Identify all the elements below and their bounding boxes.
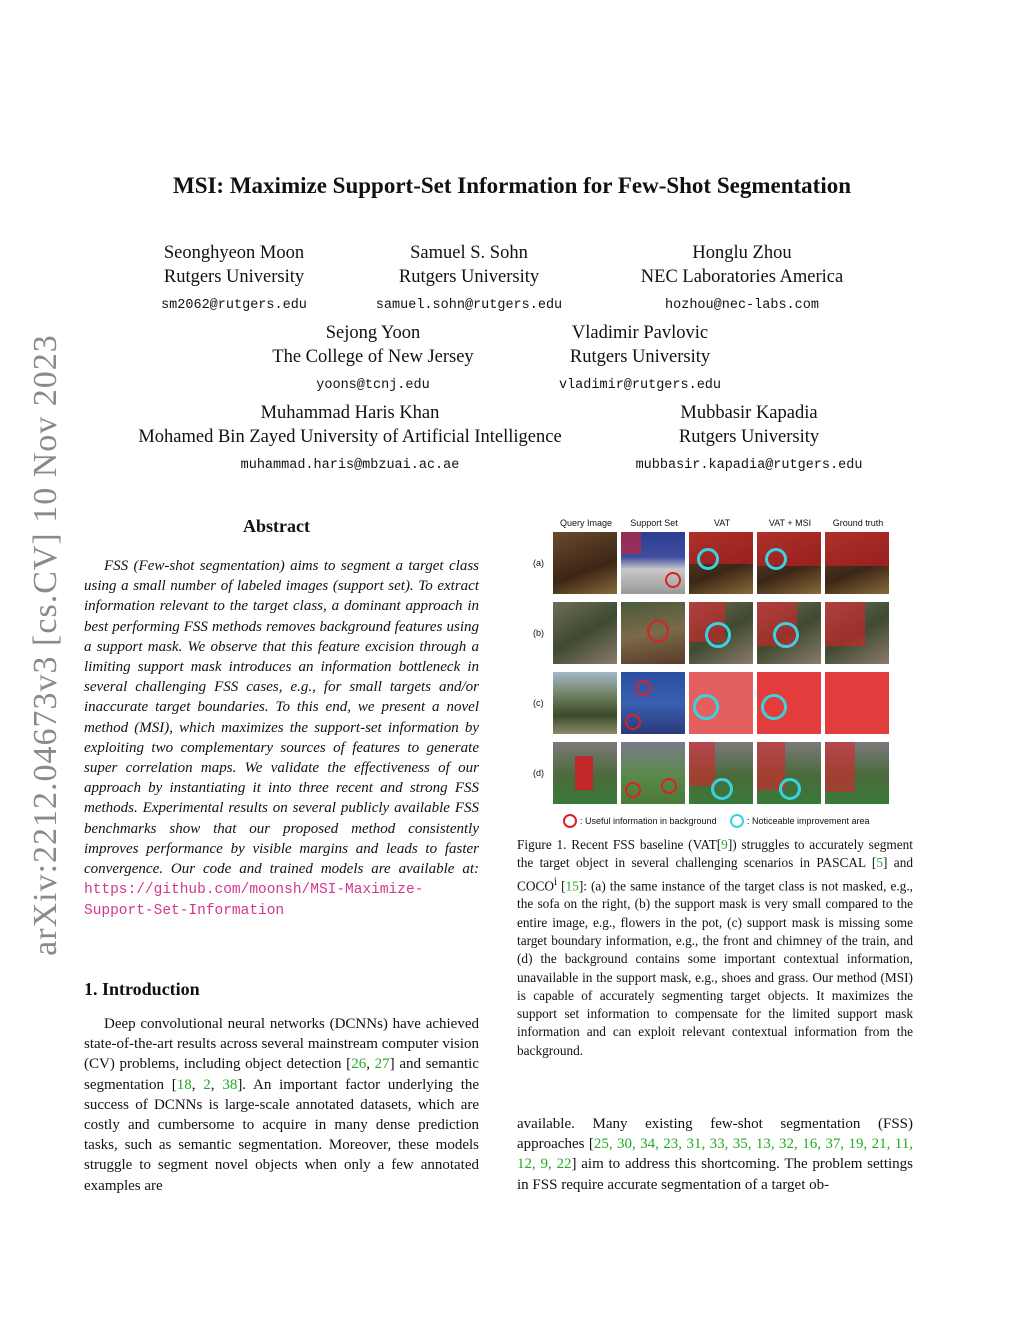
author-affiliation: Rutgers University <box>398 267 540 287</box>
column-label: Ground truth <box>832 518 884 528</box>
author-block <box>612 241 872 318</box>
legend-cyan-label: : Noticeable improvement area <box>747 816 870 826</box>
intro-text: , <box>366 1056 375 1073</box>
author-name: Seonghyeon Moon <box>163 243 305 263</box>
query-image-b <box>553 602 617 664</box>
support-image-d <box>621 742 685 804</box>
arxiv-stamp <box>18 334 73 956</box>
author-name: Samuel S. Sohn <box>410 243 528 263</box>
support-image-c <box>621 672 685 734</box>
legend-red-label: : Useful information in background <box>580 816 717 826</box>
author-name: Honglu Zhou <box>692 243 792 263</box>
intro-heading: 1. Introduction <box>84 979 200 999</box>
author-affiliation: Rutgers University <box>678 427 820 447</box>
msi-result-d <box>757 742 821 804</box>
arxiv-id: arXiv:2212.04673v3 [cs.CV] 10 Nov 2023 <box>26 334 64 956</box>
legend-red <box>563 814 717 828</box>
intro-text: ]. An important factor underlying the success of DCNNs is large-scale annotated datasets, which are costly and cumbersome to acquire in many dense prediction tasks, such as semantic segmentation. Moreover, these models struggle to segment novel objects when only a few annotated examples are <box>84 1076 480 1194</box>
author-block <box>253 321 493 398</box>
vat-result-a <box>689 532 753 594</box>
author-affiliation: Mohamed Bin Zayed University of Artificial Intelligence <box>138 427 562 447</box>
author-name: Sejong Yoon <box>325 323 421 343</box>
ground-truth-a <box>825 532 889 594</box>
citation-list[interactable]: 25, 30, 34, 23, 31, 33, 35, 13, 32, 16, 37, 19, 21, 11, 12, 9, 22 <box>517 1136 913 1173</box>
column-label: VAT <box>713 518 731 528</box>
right-column-paragraph <box>517 1114 913 1195</box>
intro-text: , <box>210 1076 223 1093</box>
citation[interactable]: 9 <box>721 837 728 852</box>
author-affiliation: Rutgers University <box>569 347 711 367</box>
column-label: Support Set <box>630 518 678 528</box>
author-affiliation: NEC Laboratories America <box>640 267 844 287</box>
vat-result-b <box>689 602 753 664</box>
abstract-body <box>84 556 479 922</box>
intro-text: ] and semantic segmentation [ <box>84 1056 480 1093</box>
author-email[interactable]: mubbasir.kapadia@rutgers.edu <box>635 458 863 473</box>
figure-1 <box>525 514 897 834</box>
author-name: Muhammad Haris Khan <box>260 403 440 423</box>
query-image-d <box>553 742 617 804</box>
red-circle-icon <box>563 814 577 828</box>
msi-result-a <box>757 532 821 594</box>
msi-result-c <box>757 672 821 734</box>
caption-text: Figure 1. Recent FSS baseline (VAT[ <box>517 837 722 852</box>
caption-text: ]: (a) the same instance of the target class is not masked, e.g., the sofa on the right, (b) the support mask is very small compared to the entire image, e.g., flowers in the pot, (c) support mask is missing some target boundary information, e.g., the front and chimney of the train, and (d) the background contains some important contextual information, unavailable in the support mask, e.g., shoes and grass. Our method (MSI) is capable of accurately segmenting target objects. It maximizes the support set information to compensate for the limited support mask information and can exploit relevant contextual information from the background. <box>517 878 913 1058</box>
citation[interactable]: 18 <box>176 1076 192 1093</box>
column-label: Query Image <box>559 518 613 528</box>
author-affiliation: Rutgers University <box>163 267 305 287</box>
abstract-text: FSS (Few-shot segmentation) aims to segment a target class using a small number of labeled images (support set). To extract information relevant to the target class, a dominant approach in best performing FSS methods removes background features using a support mask. We observe that this feature excision through a limiting support mask introduces an information bottleneck in several challenging FSS cases, e.g., for small targets and/or inaccurate target boundaries. To this end, we present a novel method (MSI), which maximizes the support-set information by exploiting two complementary sources of features to generate super correlation maps. We validate the effectiveness of our approach by instantiating it into three recent and strong FSS methods. Experimental results on several publicly available FSS benchmarks show that our proposed method consistently improves performance by visible margins and leads to faster convergence. Our code and trained models are available at: <box>84 558 479 878</box>
vat-result-c <box>689 672 753 734</box>
citation[interactable]: 26 <box>351 1056 367 1073</box>
author-name: Vladimir Pavlovic <box>571 323 709 343</box>
support-image-b <box>621 602 685 664</box>
superscript: i <box>553 875 558 888</box>
author-block <box>540 321 740 398</box>
author-email[interactable]: sm2062@rutgers.edu <box>161 298 307 313</box>
legend-cyan <box>730 814 870 828</box>
ground-truth-d <box>825 742 889 804</box>
citation[interactable]: 27 <box>374 1056 390 1073</box>
row-label: (a) <box>533 558 544 568</box>
author-name: Mubbasir Kapadia <box>680 403 818 423</box>
author-affiliation: The College of New Jersey <box>272 347 474 367</box>
abstract-heading: Abstract <box>243 516 310 536</box>
author-email[interactable]: muhammad.haris@mbzuai.ac.ae <box>240 458 460 473</box>
caption-text: [ <box>557 878 566 894</box>
author-block <box>619 401 879 478</box>
citation[interactable]: 15 <box>565 878 579 894</box>
intro-text: , <box>191 1076 204 1093</box>
author-email[interactable]: vladimir@rutgers.edu <box>558 378 722 393</box>
author-block <box>134 241 334 318</box>
paper-title: MSI: Maximize Support-Set Information for Few-Shot Segmentation <box>172 173 852 198</box>
intro-text: Deep convolutional neural networks (DCNNs) have achieved state-of-the-art results across several mainstream computer vision (CV) problems, including object detection [ <box>84 1016 479 1073</box>
caption-text: ] and COCO <box>517 855 913 894</box>
citation[interactable]: 2 <box>203 1076 211 1093</box>
caption-text: ]) struggles to accurately segment the target object in several challenging scenarios in PASCAL [ <box>517 837 913 871</box>
row-label: (b) <box>533 628 544 638</box>
author-email[interactable]: samuel.sohn@rutgers.edu <box>375 298 563 313</box>
row-label: (c) <box>533 698 544 708</box>
column-label: VAT + MSI <box>768 518 812 528</box>
support-image-a <box>621 532 685 594</box>
citation[interactable]: 5 <box>876 855 884 871</box>
intro-paragraph <box>84 1014 479 1196</box>
query-image-a <box>553 532 617 594</box>
code-link[interactable]: https://github.com/moonsh/MSI-Maximize-Support-Set-Information <box>84 882 424 920</box>
author-block <box>359 241 579 318</box>
row-label: (d) <box>533 768 544 778</box>
figure-caption <box>517 836 913 1060</box>
author-block <box>110 401 590 478</box>
query-image-c <box>553 672 617 734</box>
citation[interactable]: 38 <box>222 1076 238 1093</box>
msi-result-b <box>757 602 821 664</box>
ground-truth-b <box>825 602 889 664</box>
cyan-circle-icon <box>730 814 744 828</box>
author-email[interactable]: hozhou@nec-labs.com <box>665 298 819 313</box>
author-email[interactable]: yoons@tcnj.edu <box>316 378 430 393</box>
body-text: ] aim to address this shortcoming. The problem settings in FSS require accurate segmentation of a target ob- <box>517 1156 913 1193</box>
ground-truth-c <box>825 672 889 734</box>
vat-result-d <box>689 742 753 804</box>
body-text: available. Many existing few-shot segmentation (FSS) approaches [ <box>517 1116 913 1153</box>
